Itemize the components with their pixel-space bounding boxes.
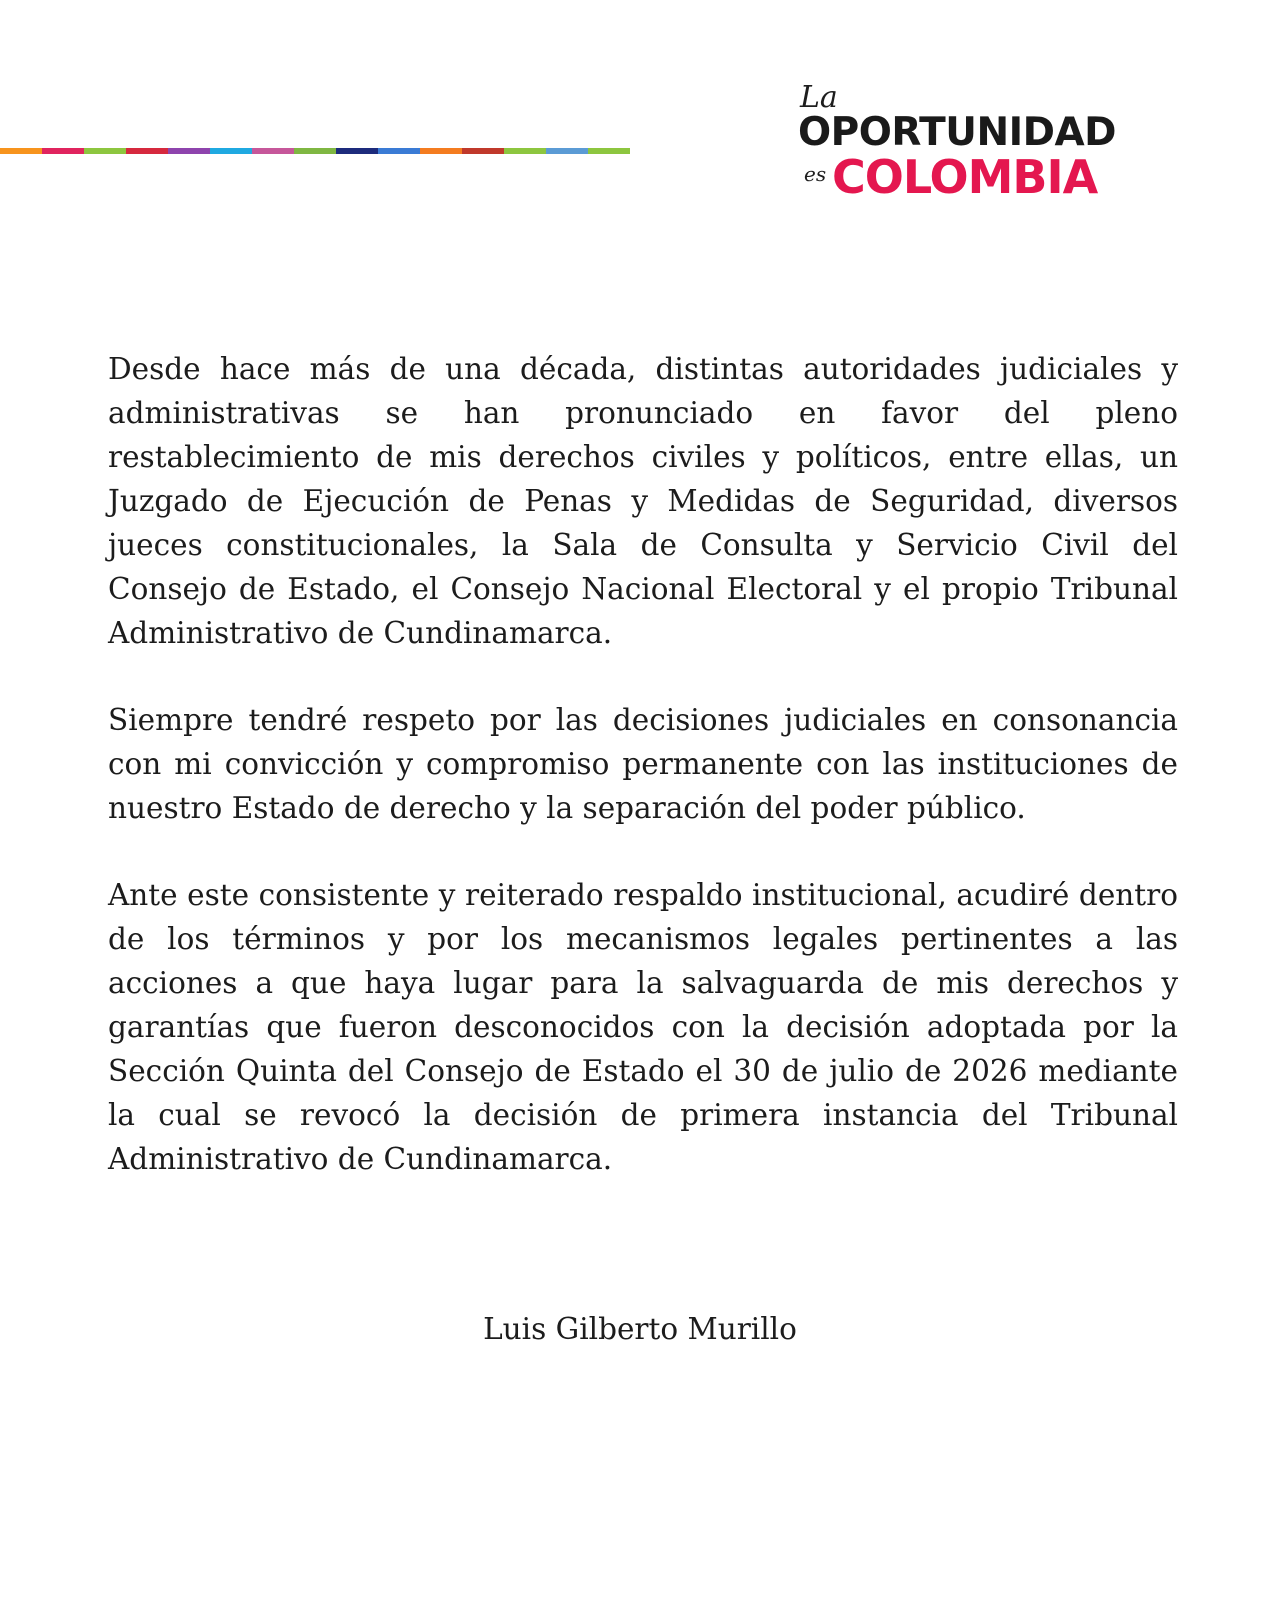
paragraph-1: Desde hace más de una década, distintas autoridades judiciales y administrativas se han pronunciado en favor del pleno restablecimiento de mis derechos civiles y políticos, entre ellas, un Juzgado de Ejecución de Penas y Medidas de Seguridad, diversos jueces constitucionales, la Sala de Consulta y Servicio Civil del Consejo de Estado, el Consejo Nacional Electoral y el propio Tribunal Administrativo de Cundinamarca.: [108, 352, 1178, 650]
paragraph-3: Ante este consistente y reiterado respaldo institucional, acudiré dentro de los términos y por los mecanismos legales pertinentes a las acciones a que haya lugar para la salvaguarda de mis derechos y garantías que fueron desconocidos con la decisión adoptada por la Sección Quinta del Consejo de Estado el 30 de julio de 2026 mediante la cual se revocó la decisión de primera instancia del Tribunal Administrativo de Cundinamarca.: [108, 878, 1178, 1176]
stripe-segment: [294, 148, 336, 154]
stripe-segment: [84, 148, 126, 154]
stripe-segment: [378, 148, 420, 154]
logo-es-text: es: [804, 162, 827, 186]
stripe-segment: [168, 148, 210, 154]
logo-la-text: La: [800, 80, 838, 115]
stripe-segment: [546, 148, 588, 154]
stripe-segment: [252, 148, 294, 154]
stripe-segment: [42, 148, 84, 154]
stripe-segment: [504, 148, 546, 154]
paragraph-2: Siempre tendré respeto por las decisiones judiciales en consonancia con mi convicción y compromiso permanente con las instituciones de nuestro Estado de derecho y la separación del poder público.: [108, 703, 1178, 825]
color-stripe: [0, 148, 630, 154]
stripe-segment: [336, 148, 378, 154]
statement-body: [108, 347, 1178, 1224]
logo-colombia-text: COLOMBIA: [832, 150, 1098, 204]
signature: Luis Gilberto Murillo: [483, 1312, 797, 1346]
logo-oportunidad-text: OPORTUNIDAD: [798, 110, 1117, 155]
stripe-segment: [0, 148, 42, 154]
stripe-segment: [126, 148, 168, 154]
stripe-segment: [462, 148, 504, 154]
stripe-segment: [210, 148, 252, 154]
stripe-segment: [588, 148, 630, 154]
campaign-logo: [798, 80, 1158, 205]
stripe-segment: [420, 148, 462, 154]
